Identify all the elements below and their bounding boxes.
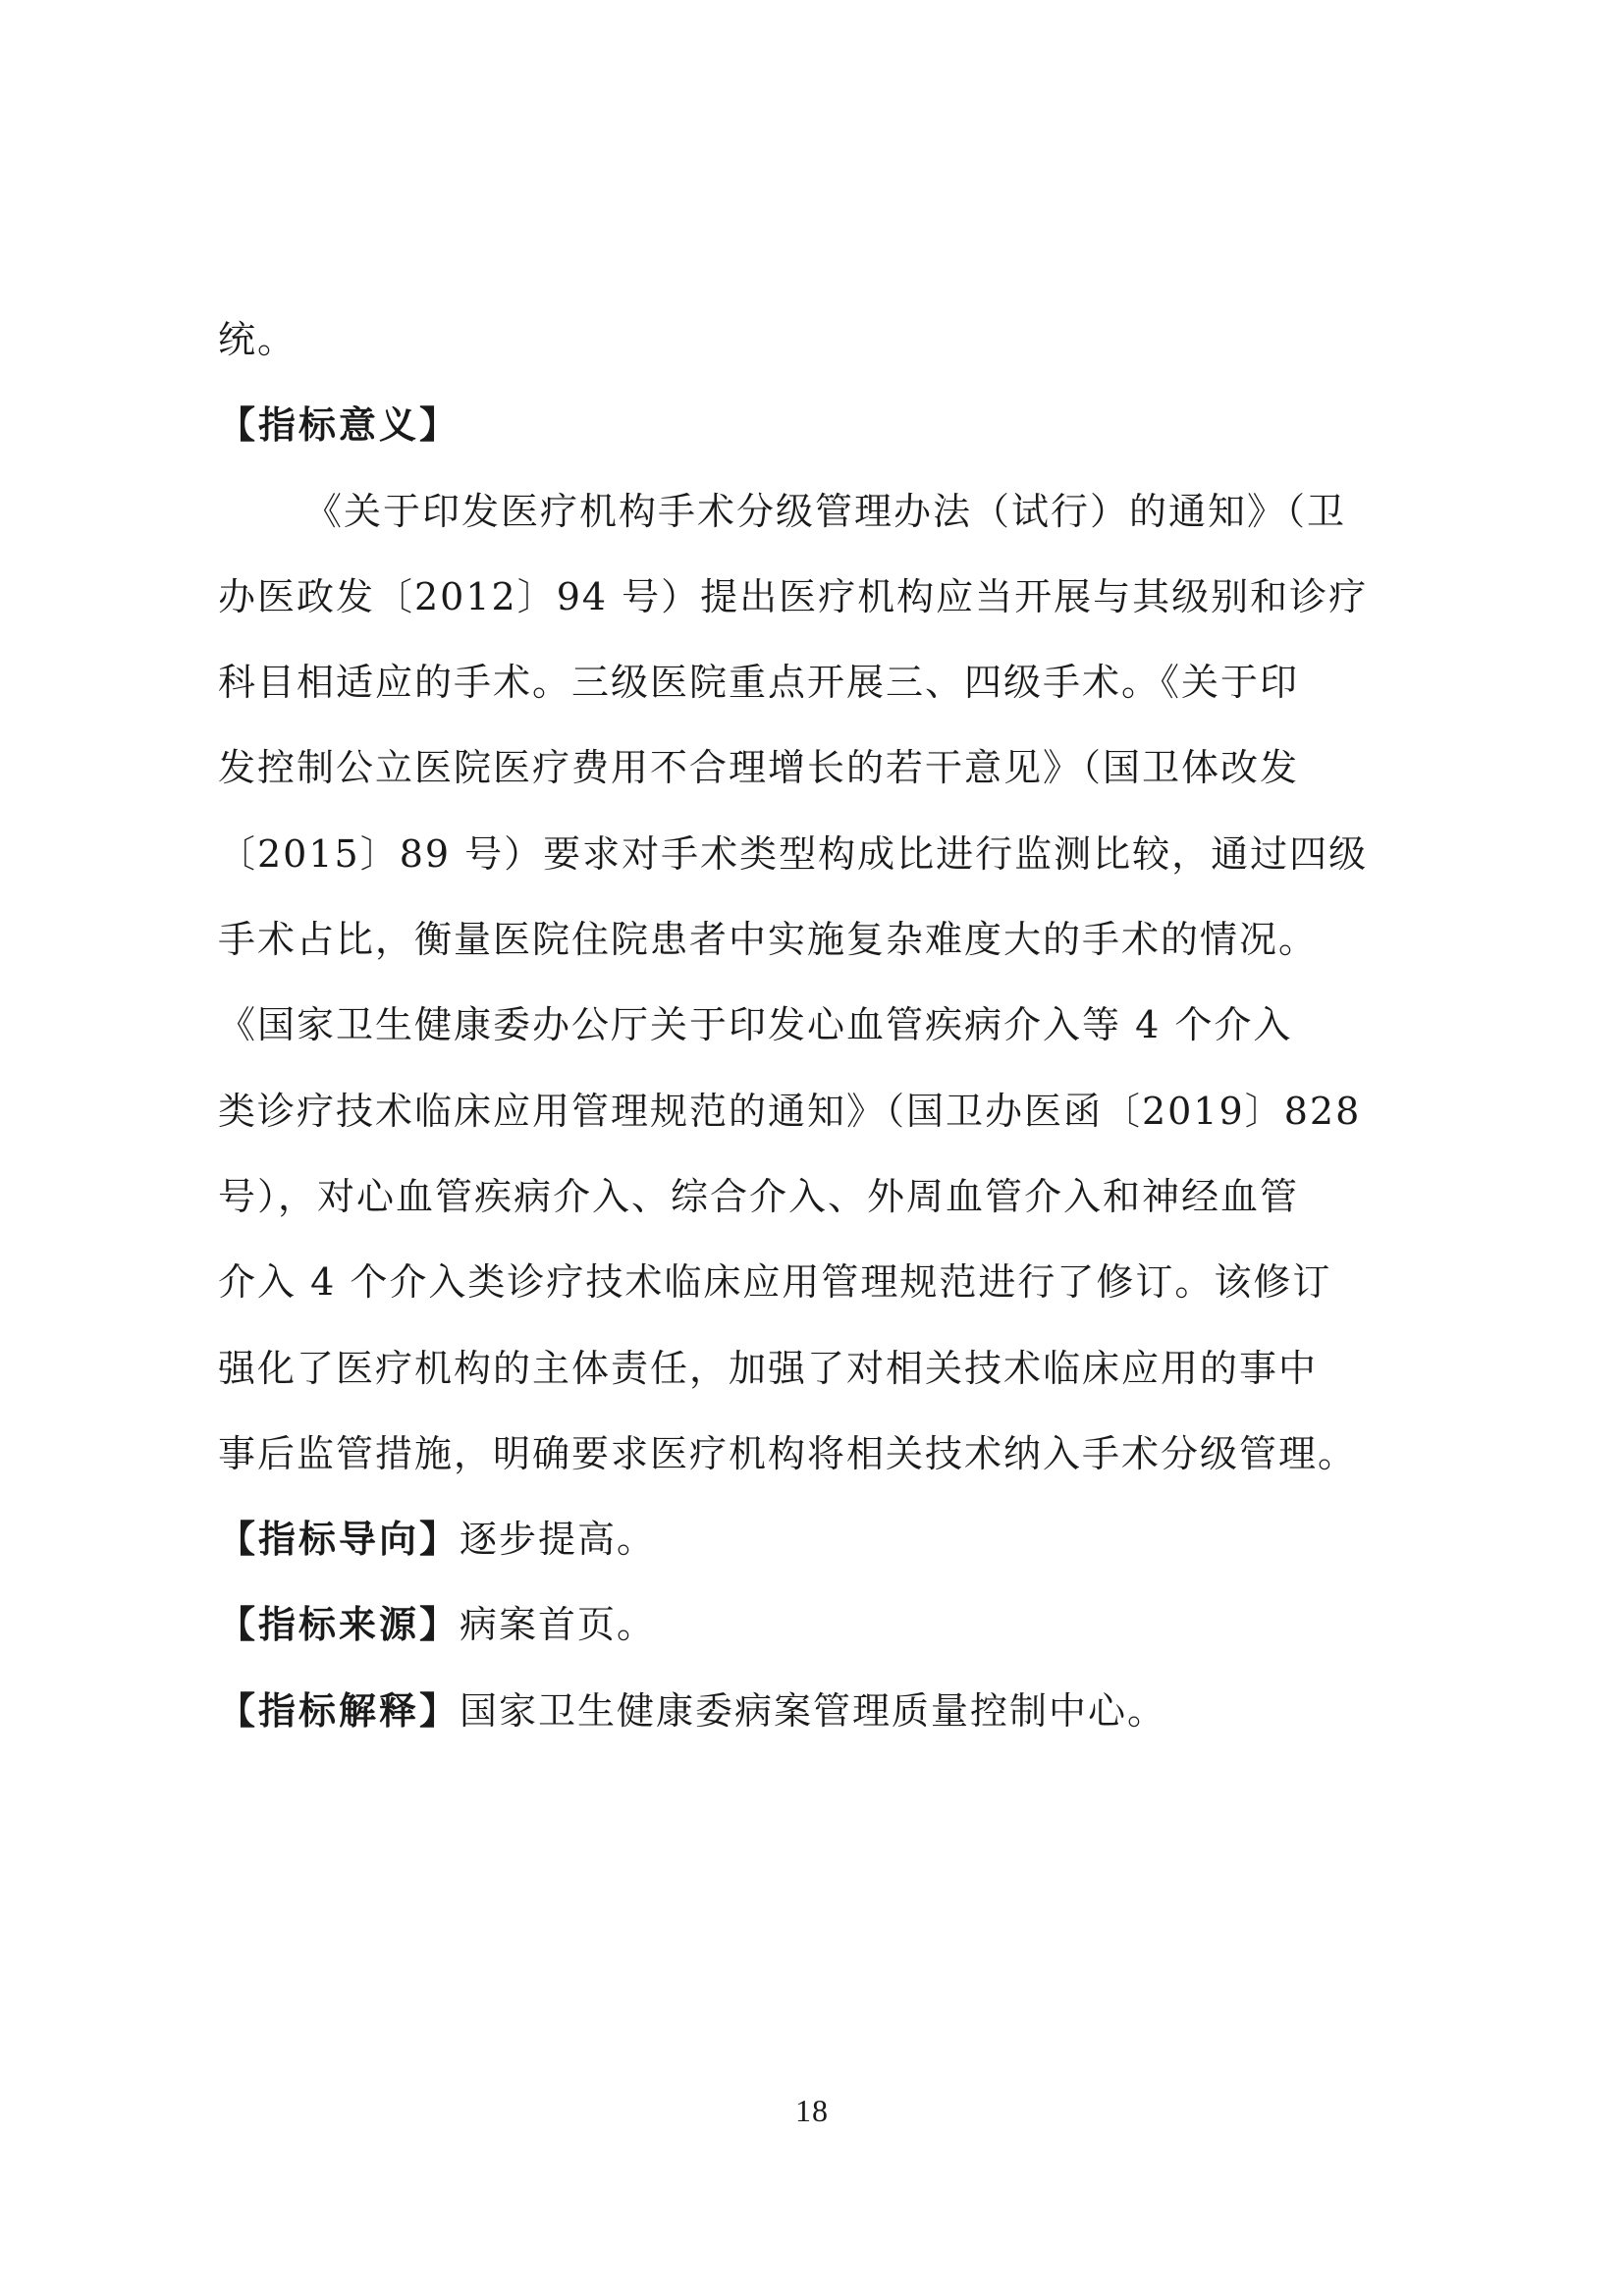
page-number: 18 [795,2093,829,2128]
significance-paragraph-line: 《国家卫生健康委办公厅关于印发心血管疾病介入等 4 个介入 [218,1003,1293,1047]
interpretation-line [218,1669,1435,1754]
source-heading: 【指标来源】 [218,1603,460,1647]
significance-paragraph-line: 〔2015〕89 号）要求对手术类型构成比进行监测比较，通过四级 [218,831,1369,876]
significance-paragraph-line: 介入 4 个介入类诊疗技术临床应用管理规范进行了修订。该修订 [218,1260,1332,1305]
source-text: 病案首页。 [460,1603,657,1647]
significance-paragraph-line: 强化了医疗机构的主体责任，加强了对相关技术临床应用的事中 [218,1346,1319,1390]
significance-paragraph-line: 类诊疗技术临床应用管理规范的通知》（国卫办医函〔2019〕828 [218,1089,1362,1133]
source-line [218,1582,1435,1668]
significance-paragraph-line: 号），对心血管疾病介入、综合介入、外周血管介入和神经血管 [218,1174,1300,1218]
significance-heading-line [218,383,1435,468]
significance-paragraph-line: 办医政发〔2012〕94 号）提出医疗机构应当开展与其级别和诊疗 [218,574,1369,618]
interpretation-text: 国家卫生健康委病案管理质量控制中心。 [460,1688,1167,1733]
continued-line: 统。 [218,318,298,361]
body-text [218,297,1435,1754]
significance-paragraph-line: 《关于印发医疗机构手术分级管理办法（试行）的通知》（卫 [304,489,1347,533]
interpretation-heading: 【指标解释】 [218,1688,460,1733]
direction-heading: 【指标导向】 [218,1518,460,1562]
significance-paragraph-line: 科目相适应的手术。三级医院重点开展三、四级手术。《关于印 [218,661,1300,705]
significance-paragraph-line: 发控制公立医院医疗费用不合理增长的若干意见》（国卫体改发 [218,746,1300,790]
significance-paragraph-line: 手术占比，衡量医院住院患者中实施复杂难度大的手术的情况。 [218,918,1319,962]
direction-text: 逐步提高。 [460,1518,657,1562]
significance-heading: 【指标意义】 [218,403,460,448]
significance-paragraph-line: 事后监管措施，明确要求医疗机构将相关技术纳入手术分级管理。 [218,1431,1358,1475]
direction-line [218,1497,1435,1582]
